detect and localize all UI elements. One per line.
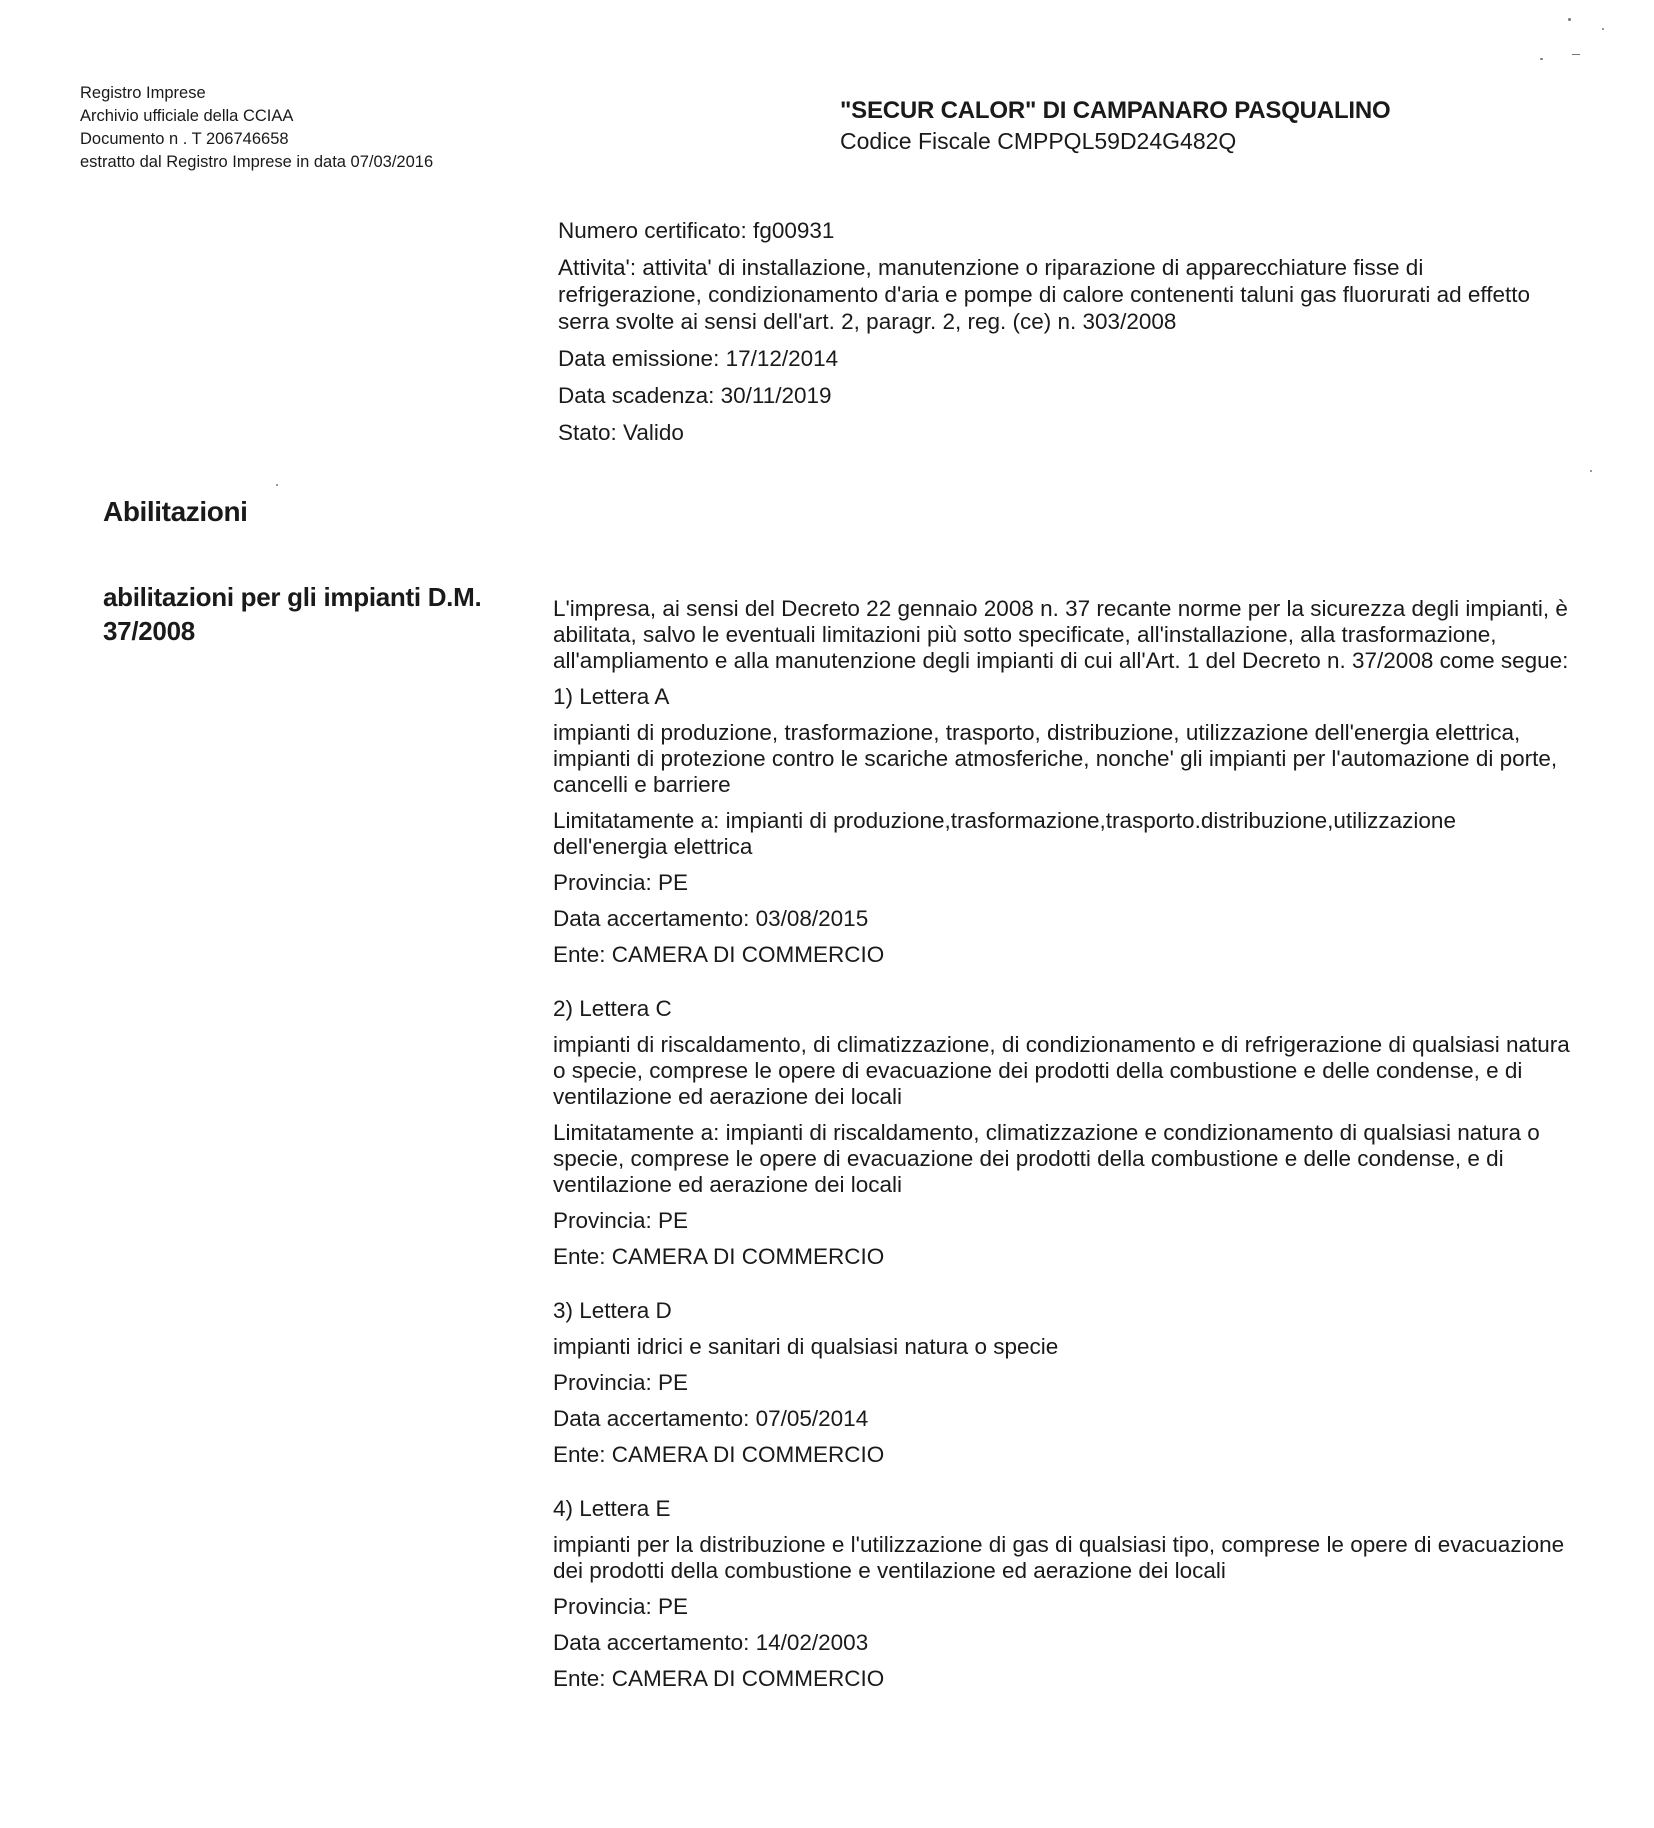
list-item-lettera-a	[553, 684, 1573, 968]
item-entity: Ente: CAMERA DI COMMERCIO	[553, 942, 885, 967]
scan-speck	[1602, 28, 1604, 30]
item-province: Provincia: PE	[553, 1208, 689, 1233]
item-entity: Ente: CAMERA DI COMMERCIO	[553, 1244, 885, 1269]
scan-speck	[1572, 54, 1580, 55]
registry-line: Registro Imprese	[80, 84, 206, 102]
certificate-issue-date: Data emissione: 17/12/2014	[558, 346, 839, 371]
item-assessment-date: Data accertamento: 14/02/2003	[553, 1630, 869, 1655]
certificate-number: Numero certificato: fg00931	[558, 218, 835, 243]
item-heading: 3) Lettera D	[553, 1298, 672, 1323]
item-province: Provincia: PE	[553, 870, 689, 895]
scan-speck	[1540, 58, 1543, 60]
item-entity: Ente: CAMERA DI COMMERCIO	[553, 1666, 885, 1691]
section-title: Abilitazioni	[103, 496, 248, 527]
registry-line: Documento n . T 206746658	[80, 130, 289, 148]
item-description: impianti di produzione, trasformazione, trasporto, distribuzione, utilizzazione dell'energia elettrica, impianti di protezione contro le scariche atmosferiche, nonche' gli impianti per l'automazione di porte, cancelli e barriere	[553, 720, 1558, 797]
item-entity: Ente: CAMERA DI COMMERCIO	[553, 1442, 885, 1467]
certificate-status: Stato: Valido	[558, 420, 684, 445]
section-subtitle: abilitazioni per gli impianti D.M. 37/2008	[103, 582, 482, 646]
registry-line: estratto dal Registro Imprese in data 07/03/2016	[80, 153, 434, 171]
item-limitation: Limitatamente a: impianti di riscaldamento, climatizzazione e condizionamento di qualsiasi natura o specie, comprese le opere di evacuazione dei prodotti della combustione e delle condense, e di ventilazione ed aerazione dei locali	[553, 1120, 1540, 1197]
list-item-lettera-c	[553, 996, 1573, 1270]
certificate-activity: Attivita': attivita' di installazione, manutenzione o riparazione di apparecchiature fisse di refrigerazione, condizionamento d'aria e pompe di calore contenenti taluni gas fluorurati ad effetto serra svolte ai sensi dell'art. 2, paragr. 2, reg. (ce) n. 303/2008	[558, 255, 1530, 334]
item-description: impianti idrici e sanitari di qualsiasi natura o specie	[553, 1334, 1059, 1359]
item-heading: 2) Lettera C	[553, 996, 672, 1021]
company-name: "SECUR CALOR" DI CAMPANARO PASQUALINO	[840, 97, 1391, 124]
section-intro: L'impresa, ai sensi del Decreto 22 gennaio 2008 n. 37 recante norme per la sicurezza degli impianti, è abilitata, salvo le eventuali limitazioni più sotto specificate, all'installazione, alla trasformazione, all'ampliamento e alla manutenzione degli impianti di cui all'Art. 1 del Decreto n. 37/2008 come segue:	[553, 596, 1569, 673]
item-province: Provincia: PE	[553, 1594, 689, 1619]
item-description: impianti per la distribuzione e l'utilizzazione di gas di qualsiasi tipo, comprese le opere di evacuazione dei prodotti della combustione e ventilazione ed aerazione dei locali	[553, 1532, 1565, 1583]
item-province: Provincia: PE	[553, 1370, 689, 1395]
item-limitation: Limitatamente a: impianti di produzione,trasformazione,trasporto.distribuzione,utilizzazione dell'energia elettrica	[553, 808, 1456, 859]
scan-speck	[1568, 18, 1571, 21]
registry-info	[80, 82, 433, 174]
item-assessment-date: Data accertamento: 03/08/2015	[553, 906, 869, 931]
fiscal-code: Codice Fiscale CMPPQL59D24G482Q	[840, 128, 1237, 154]
scan-speck	[276, 484, 278, 486]
item-description: impianti di riscaldamento, di climatizzazione, di condizionamento e di refrigerazione di qualsiasi natura o specie, comprese le opere di evacuazione dei prodotti della combustione e delle condense, e di ventilazione ed aerazione dei locali	[553, 1032, 1570, 1109]
registry-line: Archivio ufficiale della CCIAA	[80, 107, 294, 125]
scan-speck	[1590, 470, 1592, 472]
certificate-expiry-date: Data scadenza: 30/11/2019	[558, 383, 832, 408]
company-header	[840, 96, 1390, 156]
main-content	[553, 596, 1573, 1720]
item-heading: 4) Lettera E	[553, 1496, 671, 1521]
list-item-lettera-d	[553, 1298, 1573, 1468]
list-item-lettera-e	[553, 1496, 1573, 1692]
certificate-block	[558, 217, 1568, 456]
item-heading: 1) Lettera A	[553, 684, 670, 709]
item-assessment-date: Data accertamento: 07/05/2014	[553, 1406, 869, 1431]
